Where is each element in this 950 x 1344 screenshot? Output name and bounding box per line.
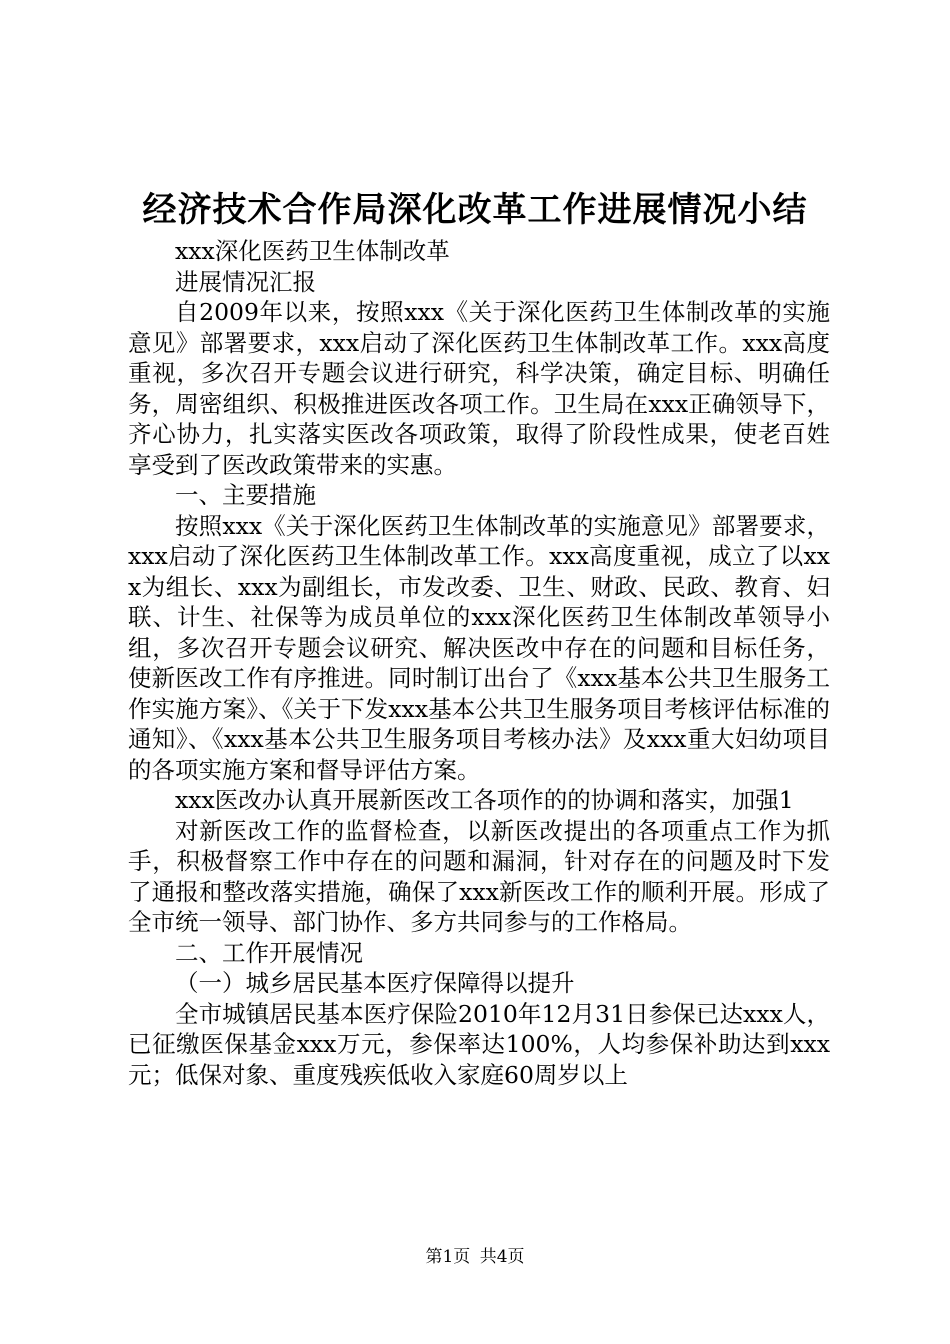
- subsection-heading-insurance: （一）城乡居民基本医疗保障得以提升: [175, 969, 575, 997]
- page-number: 第1页: [425, 1247, 471, 1267]
- paragraph-supervision: 对新医改工作的监督检查，以新医改提出的各项重点工作为抓手，积极督察工作中存在的问题和漏洞，针对存在的问题及时下发了通报和整改落实措施，确保了xxx新医改工作的顺利开展。形成了全市统一领导、部门协作、多方共同参与的工作格局。: [128, 816, 830, 936]
- document-body: [128, 236, 830, 1090]
- paragraph-coordination: xxx医改办认真开展新医改工各项作的的协调和落实，加强1: [175, 786, 794, 814]
- paragraph-report-title: 进展情况汇报: [175, 267, 316, 296]
- section-heading-main-measures: 一、主要措施: [175, 481, 316, 509]
- paragraph-subject: xxx深化医药卫生体制改革: [175, 237, 450, 265]
- paragraph-intro: 自2009年以来，按照xxx《关于深化医药卫生体制改革的实施意见》部署要求，xxx启动了深化医药卫生体制改革工作。xxx高度重视，多次召开专题会议进行研究，科学决策，确定目标、明确任务，周密组织、积极推进医改各项工作。卫生局在xxx正确领导下，齐心协力，扎实落实医改各项政策，取得了阶段性成果，使老百姓享受到了医改政策带来的实惠。: [128, 298, 830, 479]
- section-heading-progress: 二、工作开展情况: [175, 938, 363, 967]
- paragraph-insurance: 全市城镇居民基本医疗保险2010年12月31日参保已达xxx人，已征缴医保基金xxx万元，参保率达100%，人均参保补助达到xxx元；低保对象、重度残疾低收入家庭60周岁以上: [128, 999, 830, 1089]
- paragraph-measures: 按照xxx《关于深化医药卫生体制改革的实施意见》部署要求，xxx启动了深化医药卫生体制改革工作。xxx高度重视，成立了以xxx为组长、xxx为副组长，市发改委、卫生、财政、民政、教育、妇联、计生、社保等为成员单位的xxx深化医药卫生体制改革领导小组，多次召开专题会议研究、解决医改中存在的问题和目标任务，使新医改工作有序推进。同时制订出台了《xxx基本公共卫生服务工作实施方案》、《关于下发xxx基本公共卫生服务项目考核评估标准的通知》、《xxx基本公共卫生服务项目考核办法》及xxx重大妇幼项目的各项实施方案和督导评估方案。: [128, 511, 830, 784]
- page-footer: [0, 1245, 950, 1269]
- page-total: 共4页: [479, 1247, 525, 1267]
- document-title: 经济技术合作局深化改革工作进展情况小结: [142, 190, 808, 230]
